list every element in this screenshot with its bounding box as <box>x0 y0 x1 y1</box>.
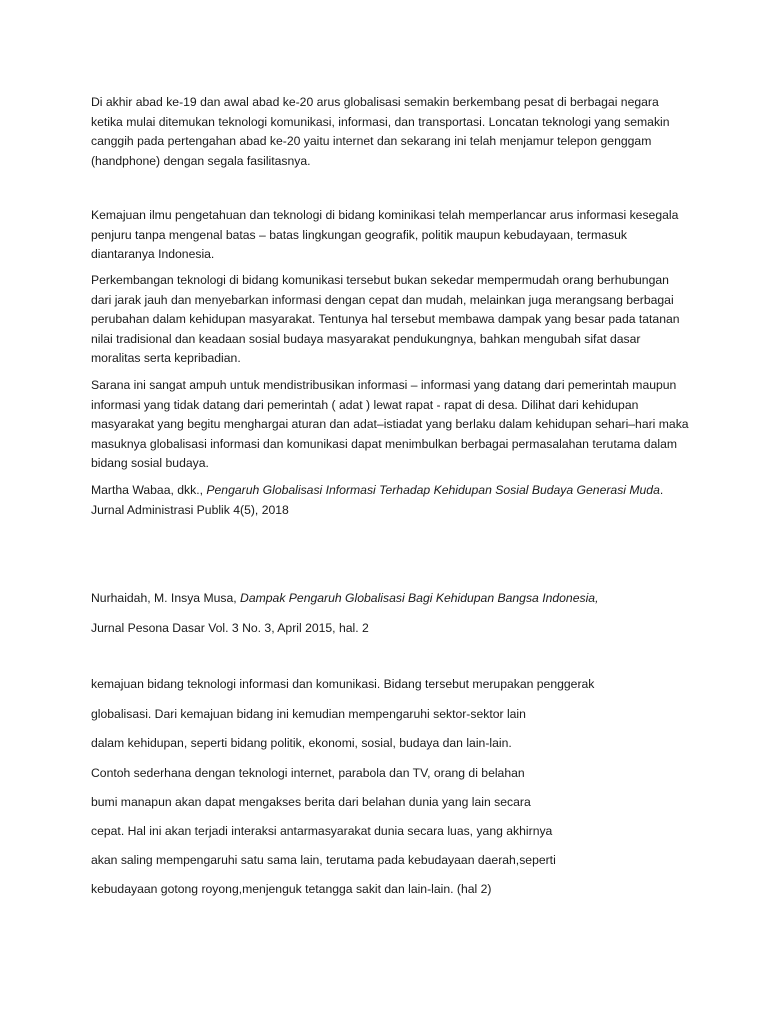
citation-end: . <box>659 483 664 497</box>
citation-journal-line: Jurnal Pesona Dasar Vol. 3 No. 3, April 2015, hal. 2 <box>91 621 369 635</box>
citation-martha-wabaa <box>91 481 711 520</box>
citation-title: Pengaruh Globalisasi Informasi Terhadap Kehidupan Sosial Budaya Generasi Muda <box>206 483 660 497</box>
paragraph-globalization-history: Di akhir abad ke-19 dan awal abad ke-20 arus globalisasi semakin berkembang pesat di berbagai negara ketika mulai ditemukan teknologi komunikasi, informasi, dan transportasi. Loncatan teknologi yang semakin canggih pada pertengahan abad ke-20 yaitu internet dan sekarang ini telah menjamur telepon genggam (handphone) dengan segala fasilitasnya. <box>91 95 670 168</box>
quote-line: cepat. Hal ini akan terjadi interaksi antarmasyarakat dunia secara luas, yang akhirnya <box>91 824 553 838</box>
paragraph-technology-impact: Perkembangan teknologi di bidang komunikasi tersebut bukan sekedar mempermudah orang berhubungan dari jarak jauh dan menyebarkan informasi dengan cepat dan mudah, melainkan juga merangsang berbagai perubahan dalam kehidupan masyarakat. Tentunya hal tersebut membawa dampak yang besar pada tatanan nilai tradisional dan keadaan sosial budaya masyarakat pendukungnya, bahkan mengubah sifat dasar moralitas serta kepribadian. <box>91 273 680 365</box>
citation-author: Nurhaidah, M. Insya Musa, <box>91 591 237 605</box>
quote-line: Contoh sederhana dengan teknologi internet, parabola dan TV, orang di belahan <box>91 766 525 780</box>
quote-line: akan saling mempengaruhi satu sama lain, terutama pada kebudayaan daerah,seperti <box>91 853 556 867</box>
paragraph-information-distribution: Sarana ini sangat ampuh untuk mendistribusikan informasi – informasi yang datang dari pemerintah maupun informasi yang tidak datang dari pemerintah ( adat ) lewat rapat - rapat di desa. Dilihat dari kehidupan masyarakat yang begitu menghargai aturan dan adat–istiadat yang berlaku dalam kehidupan sehari–hari maka masuknya globalisasi informasi dan komunikasi dapat menimbulkan berbagai permasalahan terutama dalam bidang sosial budaya. <box>91 378 689 470</box>
citation-journal: Jurnal Administrasi Publik 4(5), 2018 <box>91 502 289 517</box>
quote-line: globalisasi. Dari kemajuan bidang ini kemudian mempengaruhi sektor-sektor lain <box>91 707 526 721</box>
paragraph-communication-progress: Kemajuan ilmu pengetahuan dan teknologi di bidang kominikasi telah memperlancar arus informasi kesegala penjuru tanpa mengenal batas – batas lingkungan geografik, politik maupun kebudayaan, termasuk diantaranya Indonesia. <box>91 208 679 261</box>
quote-line: bumi manapun akan dapat mengakses berita dari belahan dunia yang lain secara <box>91 795 531 809</box>
quote-line: kebudayaan gotong royong,menjenguk tetangga sakit dan lain-lain. (hal 2) <box>91 882 492 896</box>
quote-line: dalam kehidupan, seperti bidang politik, ekonomi, sosial, budaya dan lain-lain. <box>91 736 512 750</box>
citation-title: Dampak Pengaruh Globalisasi Bagi Kehidupan Bangsa Indonesia, <box>240 591 599 605</box>
citation-author: Martha Wabaa, dkk., <box>91 483 203 497</box>
citation-nurhaidah <box>91 589 598 607</box>
quote-line: kemajuan bidang teknologi informasi dan komunikasi. Bidang tersebut merupakan penggerak <box>91 677 595 691</box>
